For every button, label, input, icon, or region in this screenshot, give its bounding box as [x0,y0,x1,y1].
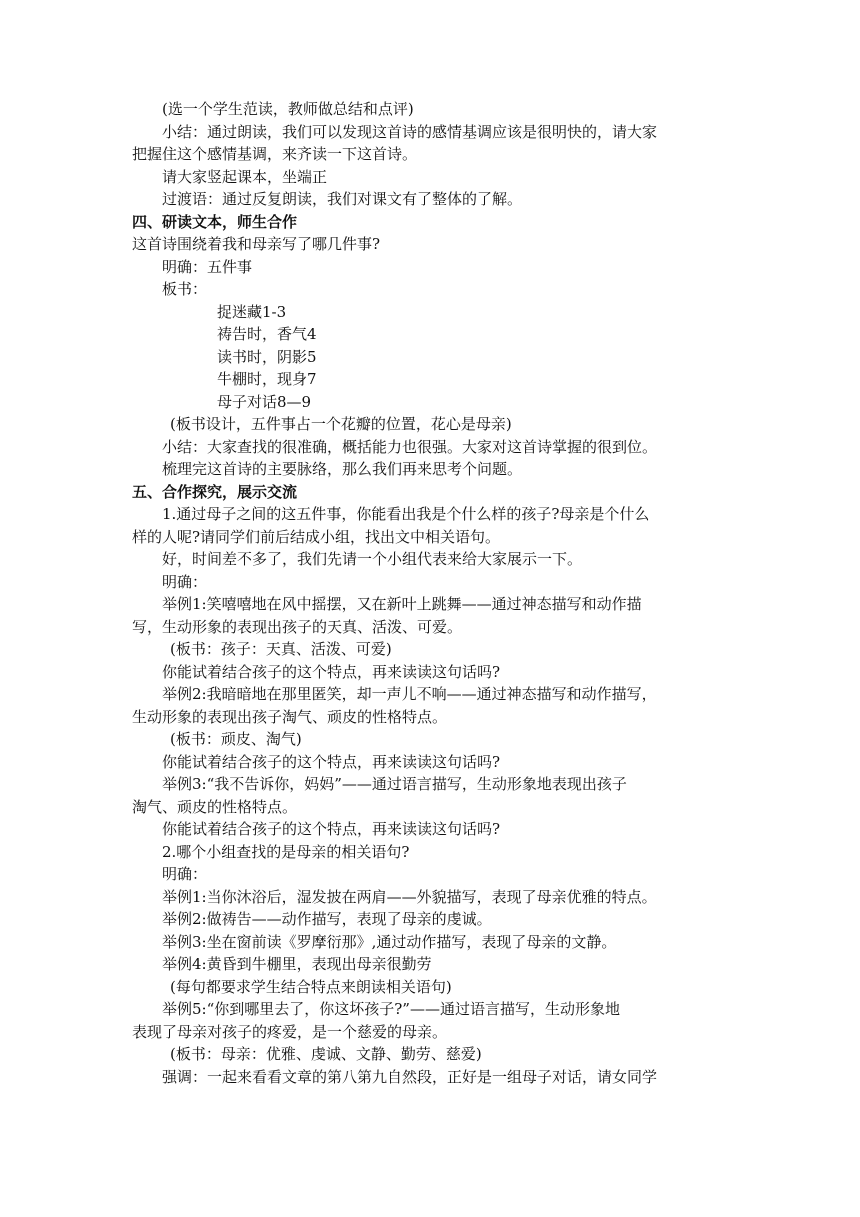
text-line: 举例2:我暗暗地在那里匿笑，却一声儿不响——通过神态描写和动作描写， [162,685,657,703]
text-line: 举例3:“我不告诉你，妈妈”——通过语言描写，生动形象地表现出孩子 [162,775,627,793]
text-line: 2.哪个小组查找的是母亲的相关语句? [162,842,410,861]
text-line: 淘气、顽皮的性格特点。 [132,797,298,816]
text-line: 表现了母亲对孩子的疼爱，是一个慈爱的母亲。 [132,1022,448,1041]
text-line: 小结：大家查找的很准确，概括能力也很强。大家对这首诗掌握的很到位。 [162,437,658,456]
text-line: 母子对话8—9 [217,392,312,411]
text-line: (板书设计，五件事占一个花瓣的位置，花心是母亲) [170,415,512,433]
text-line: 举例3:坐在窗前读《罗摩衍那》,通过动作描写，表现了母亲的文静。 [162,932,617,951]
text-line: 这首诗围绕着我和母亲写了哪几件事? [132,235,381,253]
text-line: (每句都要求学生结合特点来朗读相关语句) [170,977,452,996]
text-line: 梳理完这首诗的主要脉络，那么我们再来思考个问题。 [162,460,523,478]
text-line: (板书：孩子：天真、活泼、可爱) [170,640,392,658]
text-line: 捉迷藏1-3 [217,302,287,321]
text-line: (板书：顽皮、淘气) [170,730,302,748]
text-line: 小结：通过朗读，我们可以发现这首诗的感情基调应该是很明快的，请大家 [162,122,658,141]
text-line: 你能试着结合孩子的这个特点，再来读读这句话吗? [162,820,501,838]
lesson-plan-text [132,98,732,1088]
text-line: (板书：母亲：优雅、虔诚、文静、勤劳、慈爱) [170,1045,482,1063]
text-line: 明确： [162,865,208,883]
text-line: 强调：一起来看看文章的第八第九自然段，正好是一组母子对话，请女同学 [162,1067,658,1086]
text-line: 样的人呢?请同学们前后结成小组，找出文中相关语句。 [132,527,501,546]
text-line: 板书： [162,280,208,298]
text-line: 举例1:当你沐浴后，湿发披在两肩——外貌描写，表现了母亲优雅的特点。 [162,887,657,906]
text-line: 你能试着结合孩子的这个特点，再来读读这句话吗? [162,752,501,771]
text-line: 请大家竖起课本，坐端正 [162,167,328,186]
text-line: 读书时，阴影5 [217,347,317,366]
text-line: 生动形象的表现出孩子淘气、顽皮的性格特点。 [132,707,448,726]
text-line: 举例1:笑嘻嘻地在风中摇摆，又在新叶上跳舞——通过神态描写和动作描 [162,595,642,613]
section-heading: 五、合作探究，展示交流 [132,482,298,501]
text-line: (选一个学生范读，教师做总结和点评) [162,100,414,118]
text-line: 你能试着结合孩子的这个特点，再来读读这句话吗? [162,662,501,681]
text-line: 举例5:“你到哪里去了，你这坏孩子?”——通过语言描写，生动形象地 [162,1000,620,1018]
text-line: 明确： [162,572,208,591]
text-line: 好，时间差不多了，我们先请一个小组代表来给大家展示一下。 [162,550,583,568]
text-line: 明确：五件事 [162,257,253,276]
text-line: 牛棚时，现身7 [217,370,317,388]
text-line: 写，生动形象的表现出孩子的天真、活泼、可爱。 [132,617,463,636]
text-line: 祷告时，香气4 [217,325,317,343]
text-line: 举例2:做祷告——动作描写，表现了母亲的虔诚。 [162,910,492,928]
section-heading: 四、研读文本，师生合作 [132,212,298,231]
text-line: 举例4:黄昏到牛棚里，表现出母亲很勤劳 [162,955,432,973]
text-line: 1.通过母子之间的这五件事，你能看出我是个什么样的孩子?母亲是个什么 [162,505,650,523]
text-line: 把握住这个感情基调，来齐读一下这首诗。 [132,145,418,163]
text-line: 过渡语：通过反复朗读，我们对课文有了整体的了解。 [162,190,523,208]
